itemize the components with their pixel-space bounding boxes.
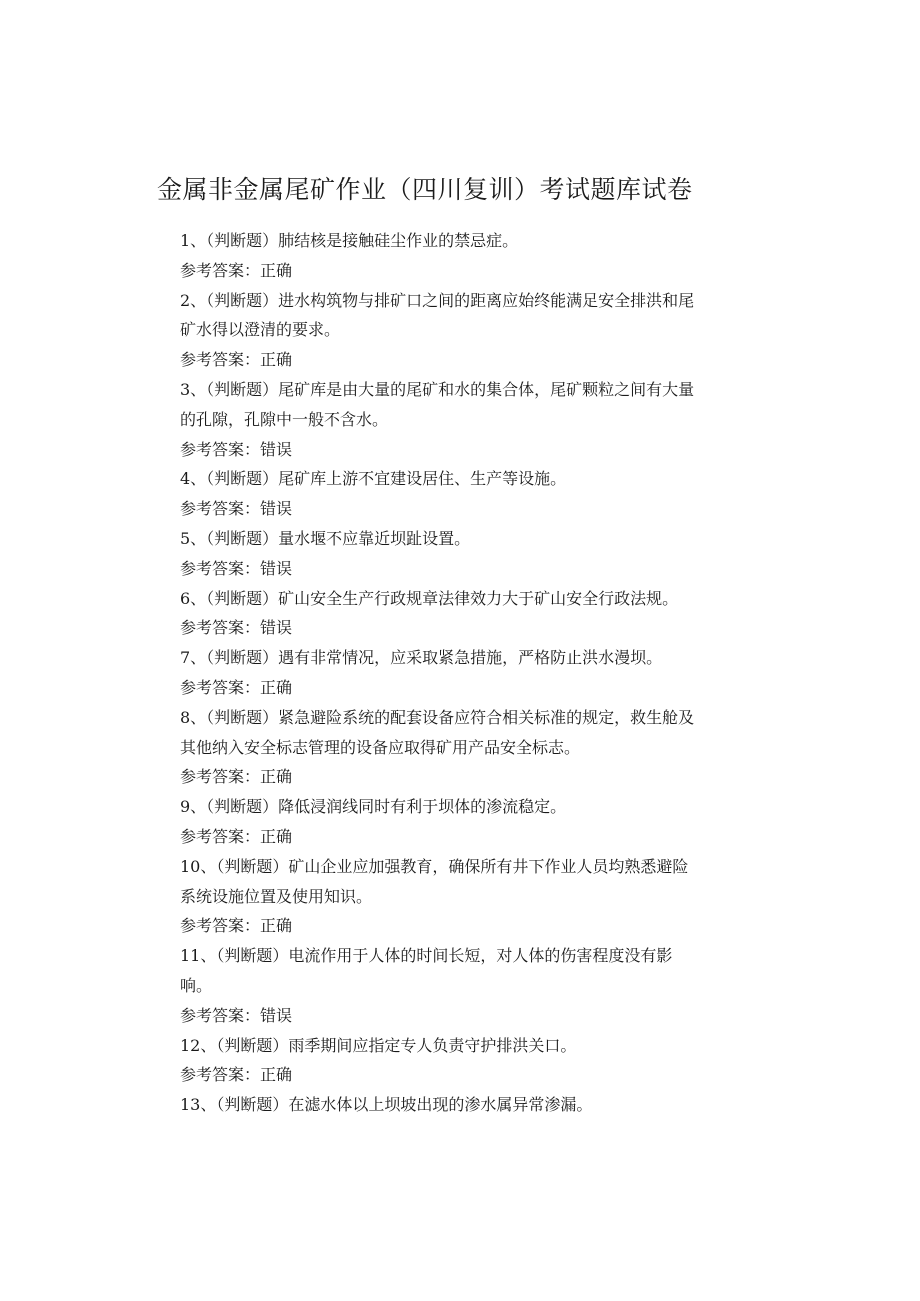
answer-value: 正确 <box>260 826 293 846</box>
question-item <box>180 524 740 584</box>
question-item <box>180 852 740 941</box>
question-text-line: 矿水得以澄清的要求。 <box>180 320 341 340</box>
answer-prefix: 参考答案： <box>180 826 261 846</box>
question-item <box>180 464 740 524</box>
answer-line <box>180 911 740 941</box>
answer-line <box>180 673 740 703</box>
question-item <box>180 584 740 644</box>
question-text-line: 13、（判断题）在滤水体以上坝坡出现的渗水属异常渗漏。 <box>180 1095 593 1115</box>
answer-line <box>180 1001 740 1031</box>
answer-value: 正确 <box>260 677 293 697</box>
question-text-line: 2、（判断题）进水构筑物与排矿口之间的距离应始终能满足安全排洪和尾 <box>180 290 695 310</box>
answer-value: 正确 <box>260 767 293 787</box>
answer-prefix: 参考答案： <box>180 618 261 638</box>
question-item <box>180 643 740 703</box>
question-text-line: 5、（判断题）量水堰不应靠近坝趾设置。 <box>180 528 471 548</box>
answer-value: 错误 <box>260 439 293 459</box>
question-text-line: 7、（判断题）遇有非常情况，应采取紧急措施，严格防止洪水漫坝。 <box>180 648 663 668</box>
question-item <box>180 941 740 1030</box>
answer-line <box>180 613 740 643</box>
question-text-line: 4、（判断题）尾矿库上游不宜建设居住、生产等设施。 <box>180 469 567 489</box>
document-title: 金属非金属尾矿作业（四川复训）考试题库试卷 <box>157 175 693 204</box>
answer-prefix: 参考答案： <box>180 350 261 370</box>
question-item <box>180 1031 740 1091</box>
question-item <box>180 1090 740 1120</box>
answer-value: 正确 <box>260 350 293 370</box>
question-text-line: 12、（判断题）雨季期间应指定专人负责守护排洪关口。 <box>180 1035 577 1055</box>
answer-value: 正确 <box>260 916 293 936</box>
answer-value: 错误 <box>260 558 293 578</box>
question-list <box>180 226 740 1120</box>
question-text-line: 11、（判断题）电流作用于人体的时间长短，对人体的伤害程度没有影 <box>180 946 673 966</box>
answer-value: 错误 <box>260 618 293 638</box>
answer-line <box>180 554 740 584</box>
answer-line <box>180 762 740 792</box>
answer-line <box>180 822 740 852</box>
question-text-line: 系统设施位置及使用知识。 <box>180 886 373 906</box>
question-text-line: 响。 <box>180 975 213 995</box>
answer-value: 正确 <box>260 260 293 280</box>
question-item <box>180 226 740 286</box>
answer-prefix: 参考答案： <box>180 1065 261 1085</box>
question-item <box>180 703 740 792</box>
answer-line <box>180 345 740 375</box>
question-item <box>180 286 740 375</box>
answer-prefix: 参考答案： <box>180 677 261 697</box>
answer-line <box>180 494 740 524</box>
question-text-line: 6、（判断题）矿山安全生产行政规章法律效力大于矿山安全行政法规。 <box>180 588 679 608</box>
question-text-line: 1、（判断题）肺结核是接触硅尘作业的禁忌症。 <box>180 231 519 250</box>
answer-prefix: 参考答案： <box>180 260 261 280</box>
answer-value: 错误 <box>260 1005 293 1025</box>
question-text-line: 9、（判断题）降低浸润线同时有利于坝体的渗流稳定。 <box>180 797 567 817</box>
question-item <box>180 375 740 464</box>
answer-prefix: 参考答案： <box>180 916 261 936</box>
question-text-line: 其他纳入安全标志管理的设备应取得矿用产品安全标志。 <box>180 737 581 757</box>
answer-line <box>180 1060 740 1090</box>
answer-line <box>180 435 740 465</box>
question-text-line: 3、（判断题）尾矿库是由大量的尾矿和水的集合体，尾矿颗粒之间有大量 <box>180 379 695 399</box>
question-text-line: 8、（判断题）紧急避险系统的配套设备应符合相关标准的规定，救生舱及 <box>180 707 695 727</box>
answer-prefix: 参考答案： <box>180 558 261 578</box>
answer-value: 错误 <box>260 499 293 519</box>
answer-prefix: 参考答案： <box>180 1005 261 1025</box>
answer-prefix: 参考答案： <box>180 767 261 787</box>
question-text-line: 10、（判断题）矿山企业应加强教育，确保所有井下作业人员均熟悉避险 <box>180 856 689 876</box>
question-item <box>180 792 740 852</box>
answer-prefix: 参考答案： <box>180 439 261 459</box>
answer-line <box>180 256 740 286</box>
question-text-line: 的孔隙，孔隙中一般不含水。 <box>180 409 389 429</box>
answer-prefix: 参考答案： <box>180 499 261 519</box>
answer-value: 正确 <box>260 1065 293 1085</box>
